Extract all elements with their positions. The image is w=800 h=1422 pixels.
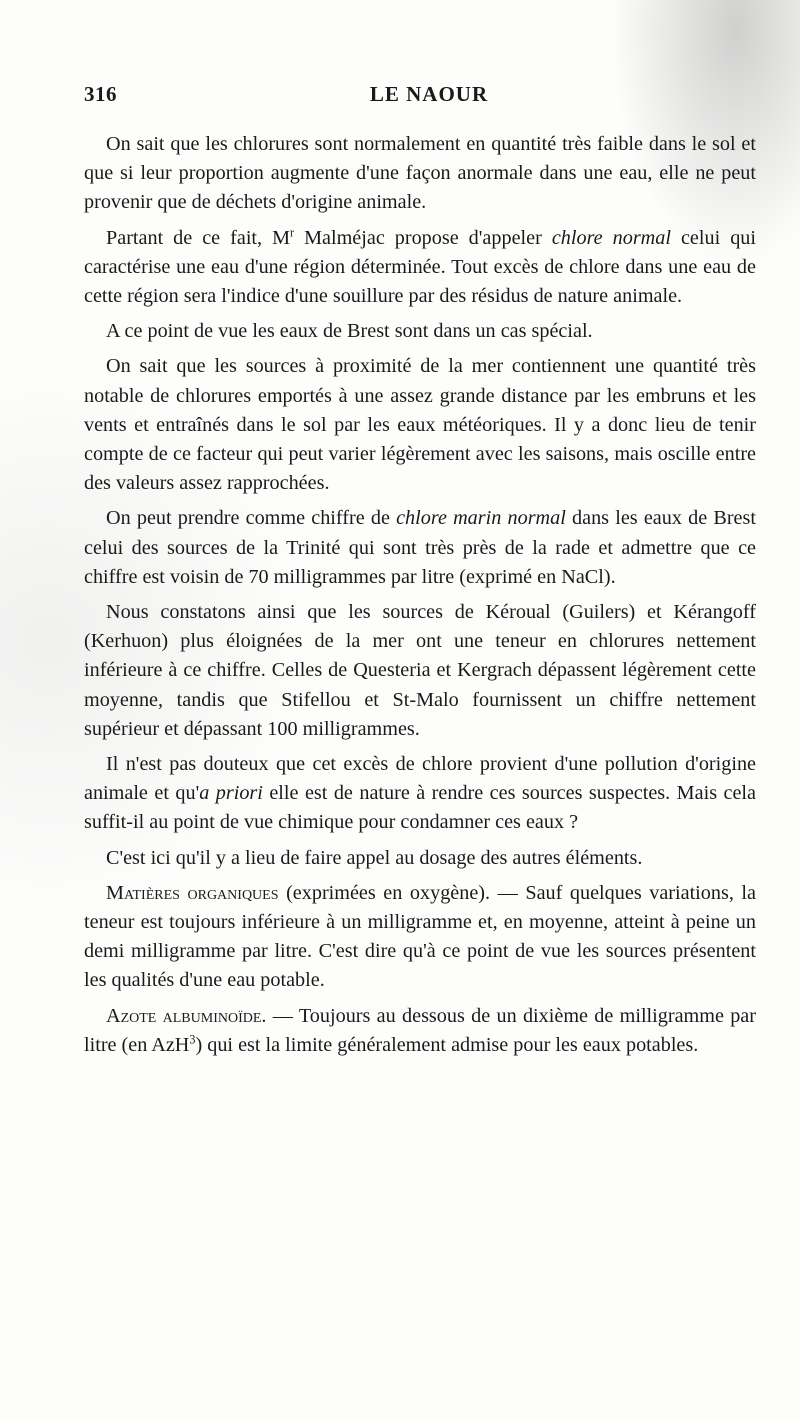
italic-term: chlore marin normal xyxy=(396,507,566,530)
paragraph-brest-special: A ce point de vue les eaux de Brest sont dans un cas spécial. xyxy=(106,320,593,343)
paragraph-text: Malméjac propose d'appeler xyxy=(294,226,552,249)
paragraph-text: Il n'est pas douteux que cet excès de chlore provient d'une pollution d'origine animale et qu' xyxy=(84,753,756,805)
paragraph-text: dans les eaux de Brest celui des sources de la Trinité qui sont très près de la rade et admettre que ce chiffre est voisin de 70 milligrammes par litre (exprimé en NaCl). xyxy=(84,507,756,588)
superscript: 3 xyxy=(189,1032,196,1047)
paragraph-matieres-organiques xyxy=(84,879,756,996)
page-body xyxy=(84,130,756,1060)
paragraph-pollution xyxy=(84,750,756,838)
running-title: LE NAOUR xyxy=(369,82,489,106)
paragraph-text: (exprimées en oxygène). — Sauf quelques variations, la teneur est toujours inférieure à un milligramme et, en moyenne, atteint à peine un demi milligramme par litre. C'est dire qu'à ce point de vue les sources présentent les qualités d'une eau potable. xyxy=(84,881,756,992)
paragraph-sources-mer: On sait que les sources à proximité de la mer contiennent une quantité très notable de chlorures emportés à une assez grande distance par les embruns et les vents et entraînés dans le sol par les eaux météoriques. Il y a donc lieu de tenir compte de ce facteur qui peut varier légèrement avec les saisons, mais oscille entre des valeurs assez rapprochées. xyxy=(84,355,756,495)
paragraph-text: elle est de nature à rendre ces sources suspectes. Mais cela suffit-il au point de vue chimique pour condamner ces eaux ? xyxy=(84,782,756,834)
paragraph-text: Partant de ce fait, M xyxy=(106,226,291,249)
page-number: 316 xyxy=(84,82,117,106)
paragraph-chlore-marin xyxy=(84,504,756,592)
paragraph-text: On peut prendre comme chiffre de xyxy=(106,507,397,530)
paragraph-chlorures-intro: On sait que les chlorures sont normalement en quantité très faible dans le sol et que si leur proportion augmente d'une façon anormale dans une eau, elle ne peut provenir que de déchets d'origine animale. xyxy=(84,133,756,214)
italic-term: a priori xyxy=(199,782,263,805)
paragraph-sources-comparison: Nous constatons ainsi que les sources de Kéroual (Guilers) et Kérangoff (Kerhuon) plus éloignées de la mer ont une teneur en chlorures nettement inférieure à ce chiffre. Celles de Questeria et Kergrach dépassent légèrement cette moyenne, tandis que Stifellou et St-Malo fournissent un chiffre nettement supérieur et dépassant 100 milligrammes. xyxy=(84,601,756,740)
superscript: r xyxy=(290,224,295,239)
paragraph-text: ) qui est la limite généralement admise pour les eaux potables. xyxy=(195,1033,699,1056)
section-heading: Matières organiques xyxy=(106,881,279,904)
paragraph-chlore-normal xyxy=(84,224,756,312)
section-heading: Azote albuminoïde. xyxy=(106,1004,267,1027)
paragraph-text: celui qui caractérise une eau d'une région déterminée. Tout excès de chlore dans une eau de cette région sera l'indice d'une souillure par des résidus de nature animale. xyxy=(84,226,756,308)
paragraph-dosage: C'est ici qu'il y a lieu de faire appel au dosage des autres éléments. xyxy=(106,846,643,869)
italic-term: chlore normal xyxy=(551,226,671,249)
paragraph-text: — Toujours au dessous de un dixième de milligramme par litre (en AzH xyxy=(84,1004,756,1056)
page-header xyxy=(84,80,756,114)
paragraph-azote-albuminoide xyxy=(84,1002,756,1060)
